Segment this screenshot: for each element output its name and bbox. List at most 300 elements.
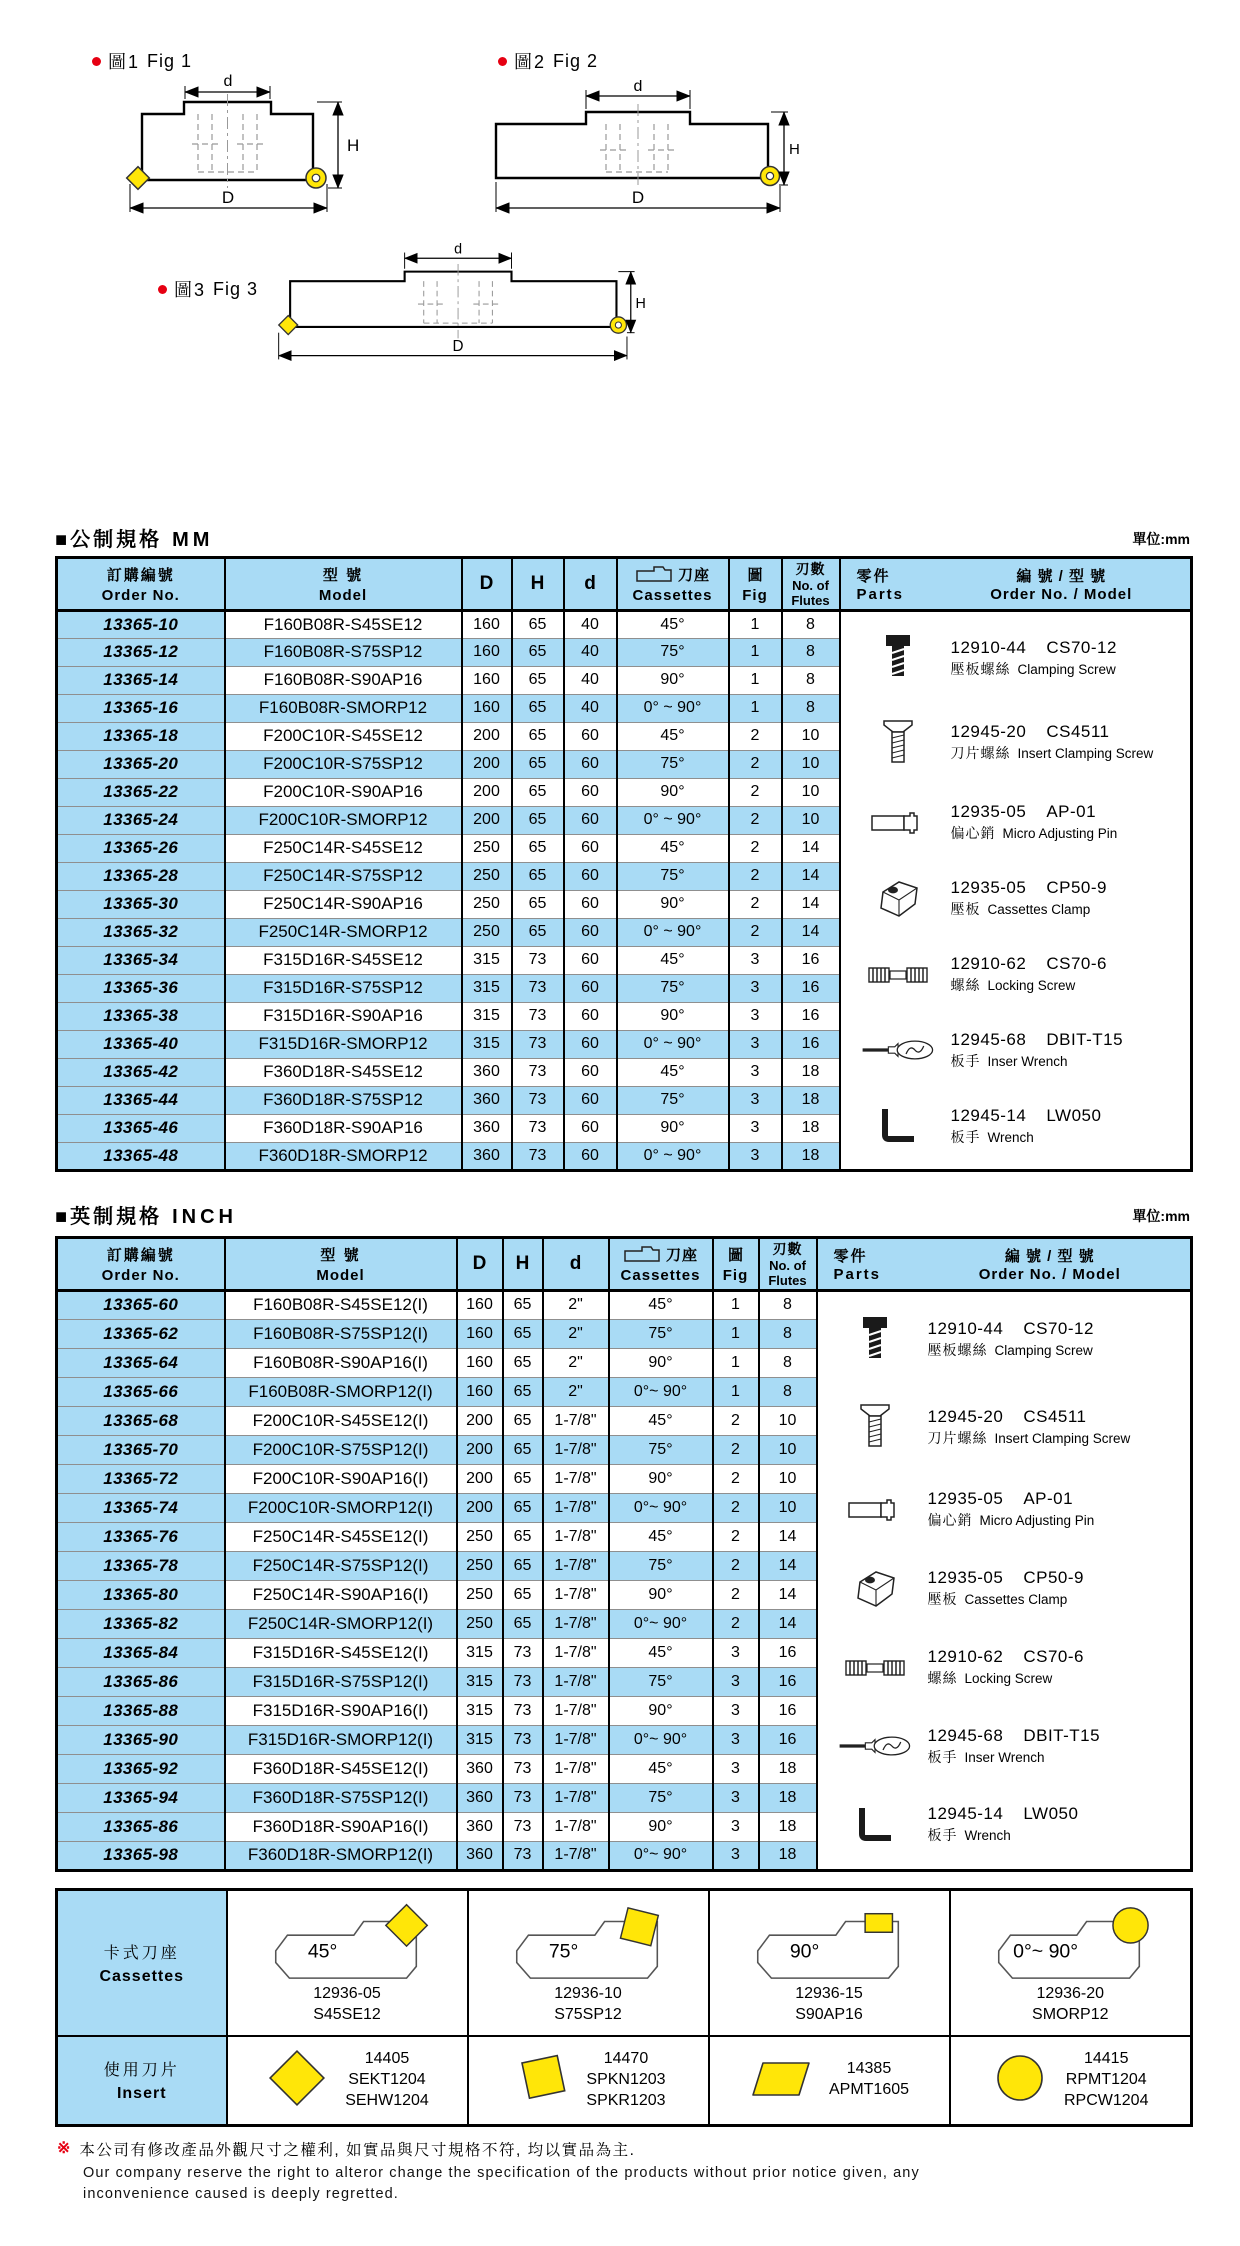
cassette-angle-cell: 45°	[617, 610, 729, 638]
model-cell: F160B08R-SMORP12(I)	[225, 1377, 457, 1406]
part-name: 刀片螺絲 Insert Clamping Screw	[927, 1429, 1131, 1446]
flutes-cell: 16	[759, 1638, 817, 1667]
order-no-cell: 13365-88	[57, 1696, 225, 1725]
order-no-cell: 13365-68	[57, 1406, 225, 1435]
order-no-cell: 13365-82	[57, 1609, 225, 1638]
part-item	[838, 1568, 1187, 1610]
fig-no-cell: 3	[729, 946, 782, 974]
l-wrench-icon	[861, 1106, 935, 1146]
dim-H-cell: 65	[512, 722, 564, 750]
part-item	[861, 1030, 1187, 1071]
dim-H-cell: 65	[512, 890, 564, 918]
order-no-cell: 13365-10	[57, 610, 225, 638]
model-cell: F200C10R-S90AP16	[225, 778, 462, 806]
model-cell: F315D16R-S45SE12	[225, 946, 462, 974]
flutes-cell: 14	[782, 890, 840, 918]
footnote-en-line2: inconvenience caused is deeply regretted.	[83, 2186, 399, 2202]
order-no-cell: 13365-26	[57, 834, 225, 862]
insert-cell-rpmt	[950, 2036, 1192, 2126]
cassette-angle-cell: 90°	[617, 666, 729, 694]
flutes-cell: 8	[782, 610, 840, 638]
cassette-angle-cell: 45°	[617, 946, 729, 974]
order-no-cell: 13365-90	[57, 1725, 225, 1754]
dim-D-cell: 315	[462, 974, 512, 1002]
cassette-angle-cell: 0° ~ 90°	[617, 918, 729, 946]
part-name: 偏心銷 Micro Adjusting Pin	[927, 1512, 1095, 1529]
cassette-angle-cell: 75°	[617, 974, 729, 1002]
dim-H-cell: 65	[512, 806, 564, 834]
fig-no-cell: 1	[729, 694, 782, 722]
model-cell: F360D18R-S90AP16(I)	[225, 1812, 457, 1841]
cassette-angle-cell: 75°	[609, 1319, 713, 1348]
insert-code: SEKT1204	[348, 2070, 426, 2088]
fig2-insert-right	[761, 167, 780, 186]
parts-cell	[817, 1290, 1192, 1870]
dim-d-cell: 1-7/8"	[543, 1667, 609, 1696]
dim-D-cell: 200	[462, 778, 512, 806]
adjusting-pin-icon	[838, 1496, 912, 1524]
cassette-angle-cell: 45°	[609, 1406, 713, 1435]
cassette-angle-cell: 0°~ 90°	[609, 1609, 713, 1638]
dim-H-cell: 73	[503, 1638, 543, 1667]
order-no-cell: 13365-92	[57, 1754, 225, 1783]
tilted-square-insert-shape	[510, 2049, 570, 2112]
order-no-cell: 13365-80	[57, 1580, 225, 1609]
part-name: 壓板螺絲 Clamping Screw	[950, 660, 1116, 677]
model-cell: F200C10R-S45SE12(I)	[225, 1406, 457, 1435]
dim-D-cell: 250	[462, 918, 512, 946]
fig3-label-en: Fig 3	[213, 278, 259, 299]
dim-D-cell: 250	[457, 1551, 503, 1580]
fig3-label	[158, 276, 258, 302]
dim-H-cell: 73	[512, 1114, 564, 1142]
cassettes-header-en: Cassettes	[99, 1967, 185, 1985]
cassette-model: S45SE12	[313, 2005, 381, 2023]
insert-cell-spkn	[468, 2036, 709, 2126]
part-order-model: 12945-68 DBIT-T15	[927, 1725, 1101, 1745]
flutes-cell: 8	[782, 694, 840, 722]
dim-D-cell: 360	[457, 1783, 503, 1812]
dim-H-cell: 65	[512, 750, 564, 778]
insert-code: 14385	[846, 2060, 892, 2078]
order-no-cell: 13365-24	[57, 806, 225, 834]
dim-H-cell: 65	[503, 1319, 543, 1348]
part-name: 螺絲 Locking Screw	[950, 977, 1076, 994]
model-cell: F200C10R-S75SP12(I)	[225, 1435, 457, 1464]
dim-H-cell: 65	[503, 1464, 543, 1493]
flutes-cell: 18	[759, 1783, 817, 1812]
order-no-cell: 13365-62	[57, 1319, 225, 1348]
model-cell: F160B08R-S90AP16(I)	[225, 1348, 457, 1377]
part-name: 板手 Inser Wrench	[927, 1748, 1045, 1765]
flutes-cell: 16	[782, 974, 840, 1002]
insert-wrench-icon	[861, 1035, 935, 1065]
flutes-cell: 8	[759, 1377, 817, 1406]
cassette-figure	[951, 1902, 1191, 1984]
parts-col-header: 零件 編 號 / 型 號 Parts Order No. / Model	[817, 1238, 1192, 1291]
dim-D-cell: 250	[457, 1609, 503, 1638]
fig-no-cell: 3	[729, 1002, 782, 1030]
cassette-order-no: 12936-10	[554, 1984, 622, 2002]
part-order-model: 12935-05 CP50-9	[950, 878, 1107, 898]
dim-H-cell: 65	[503, 1522, 543, 1551]
dim-D-cell: 360	[457, 1841, 503, 1870]
cassette-angle-cell: 90°	[609, 1696, 713, 1725]
part-name: 壓板螺絲 Clamping Screw	[927, 1342, 1093, 1359]
spec-row	[57, 1290, 1192, 1319]
fig-no-cell: 2	[713, 1609, 759, 1638]
parallelogram-insert-shape	[749, 2053, 813, 2108]
dim-D-cell: 360	[462, 1058, 512, 1086]
cassette-order-no: 12936-20	[1036, 1984, 1105, 2002]
dim-d-cell: 1-7/8"	[543, 1493, 609, 1522]
flutes-cell: 14	[782, 918, 840, 946]
dim-d-cell: 60	[564, 778, 617, 806]
model-cell: F250C14R-S75SP12(I)	[225, 1551, 457, 1580]
flutes-cell: 16	[759, 1667, 817, 1696]
flutes-cell: 16	[782, 1002, 840, 1030]
fig-no-cell: 3	[729, 1086, 782, 1114]
fig3-dim-d-label: d	[454, 243, 463, 258]
dim-d-cell: 1-7/8"	[543, 1551, 609, 1580]
insert-code: 14415	[1083, 2050, 1129, 2068]
order-no-cell: 13365-14	[57, 666, 225, 694]
order-no-cell: 13365-42	[57, 1058, 225, 1086]
dim-H-cell: 65	[503, 1435, 543, 1464]
order-no-cell: 13365-34	[57, 946, 225, 974]
dim-d-cell: 2"	[543, 1377, 609, 1406]
order-no-cell: 13365-72	[57, 1464, 225, 1493]
fig-no-cell: 3	[713, 1754, 759, 1783]
dim-d-cell: 60	[564, 1058, 617, 1086]
dim-D-cell: 250	[462, 834, 512, 862]
part-name: 偏心銷 Micro Adjusting Pin	[950, 825, 1118, 842]
dim-d-cell: 40	[564, 666, 617, 694]
flutes-cell: 18	[782, 1086, 840, 1114]
part-order-model: 12910-44 CS70-12	[927, 1319, 1094, 1339]
fig1-dim-H-label: H	[347, 136, 360, 155]
fig3-label-zh: 圖3	[174, 280, 207, 300]
dim-H-cell: 73	[512, 974, 564, 1002]
cassette-figure	[228, 1902, 467, 1984]
flutes-cell: 16	[782, 1030, 840, 1058]
locking-screw-icon	[861, 963, 935, 987]
fig-no-cell: 3	[729, 1058, 782, 1086]
metric-title-en: MM	[172, 529, 214, 551]
part-order-model: 12935-05 AP-01	[950, 802, 1097, 822]
dim-d-cell: 40	[564, 610, 617, 638]
parts-list	[841, 612, 1191, 1168]
fig1-dim-D-label: D	[221, 188, 235, 207]
order-no-cell: 13365-78	[57, 1551, 225, 1580]
fig2-dim-H-label: H	[789, 141, 800, 158]
dim-d-cell: 60	[564, 1114, 617, 1142]
model-cell: F360D18R-S75SP12(I)	[225, 1783, 457, 1812]
dim-d-cell: 60	[564, 722, 617, 750]
dim-H-cell: 65	[503, 1406, 543, 1435]
dim-d-cell: 1-7/8"	[543, 1609, 609, 1638]
inch-spec-table	[55, 1236, 1193, 1872]
flutes-cell: 10	[782, 778, 840, 806]
cassette-angle-cell: 90°	[609, 1464, 713, 1493]
parts-cell	[840, 610, 1192, 1170]
insert-code: SPKN1203	[586, 2070, 666, 2088]
dim-d-cell: 1-7/8"	[543, 1696, 609, 1725]
flutes-col-header: 刃數 No. of Flutes	[782, 558, 840, 611]
order-no-cell: 13365-12	[57, 638, 225, 666]
cassette-angle-cell: 75°	[617, 862, 729, 890]
insert-code: RPMT1204	[1065, 2070, 1147, 2088]
dim-D-cell: 200	[457, 1435, 503, 1464]
svg-text:0°~ 90°: 0°~ 90°	[1013, 1940, 1079, 1963]
insert-code: 14470	[603, 2050, 649, 2068]
footnote	[57, 2138, 1207, 2202]
dim-D-cell: 315	[457, 1725, 503, 1754]
order-col-header: 訂購編號 Order No.	[57, 1238, 225, 1291]
dim-H-col-header: H	[503, 1238, 543, 1291]
flutes-cell: 14	[759, 1522, 817, 1551]
inch-rows	[57, 1290, 1192, 1870]
clamping-screw-icon	[861, 633, 935, 683]
spec-row	[57, 610, 1192, 638]
order-no-cell: 13365-60	[57, 1290, 225, 1319]
cassette-cell-45	[227, 1890, 468, 2036]
dim-D-cell: 160	[462, 610, 512, 638]
fig-no-cell: 1	[713, 1319, 759, 1348]
part-name: 刀片螺絲 Insert Clamping Screw	[950, 745, 1154, 762]
dim-d-cell: 2"	[543, 1290, 609, 1319]
flutes-cell: 16	[759, 1696, 817, 1725]
flutes-cell: 10	[759, 1406, 817, 1435]
order-no-cell: 13365-36	[57, 974, 225, 1002]
flutes-cell: 10	[759, 1493, 817, 1522]
fig-no-cell: 3	[713, 1667, 759, 1696]
dim-H-cell: 73	[503, 1783, 543, 1812]
cassette-cell-0-90	[950, 1890, 1192, 2036]
dim-D-cell: 360	[462, 1086, 512, 1114]
flutes-cell: 14	[782, 862, 840, 890]
part-order-model: 12935-05 CP50-9	[927, 1568, 1084, 1588]
fig2-label-en: Fig 2	[553, 50, 599, 71]
cassettes-clamp-icon	[861, 878, 935, 920]
part-item	[838, 1804, 1187, 1845]
unit-label-inch: 單位:mm	[1132, 1208, 1190, 1224]
cassette-angle-cell: 90°	[609, 1812, 713, 1841]
dim-D-cell: 250	[462, 862, 512, 890]
flutes-cell: 10	[759, 1464, 817, 1493]
dim-D-col-header: D	[457, 1238, 503, 1291]
model-cell: F160B08R-S90AP16	[225, 666, 462, 694]
fig1-drawing	[80, 72, 380, 252]
part-name: 壓板 Cassettes Clamp	[950, 901, 1091, 918]
fig-no-cell: 2	[729, 806, 782, 834]
fig-no-cell: 3	[729, 1142, 782, 1170]
fig3-dim-H-label: H	[635, 295, 646, 312]
order-no-cell: 13365-70	[57, 1435, 225, 1464]
dim-D-cell: 160	[457, 1319, 503, 1348]
dim-H-cell: 73	[503, 1696, 543, 1725]
fig-no-cell: 3	[713, 1696, 759, 1725]
svg-text:45°: 45°	[307, 1940, 338, 1963]
fig3-insert-right	[610, 317, 626, 333]
order-no-cell: 13365-66	[57, 1377, 225, 1406]
insert-row-header	[57, 2036, 227, 2126]
dim-D-cell: 250	[457, 1580, 503, 1609]
dim-D-cell: 160	[457, 1348, 503, 1377]
dim-D-cell: 315	[462, 1030, 512, 1058]
model-cell: F315D16R-S75SP12	[225, 974, 462, 1002]
fig-no-cell: 3	[713, 1841, 759, 1870]
order-no-cell: 13365-22	[57, 778, 225, 806]
dim-d-cell: 60	[564, 1086, 617, 1114]
part-item	[861, 954, 1187, 995]
fig1-label-en: Fig 1	[147, 50, 193, 71]
parts-list	[818, 1292, 1191, 1868]
part-order-model: 12910-62 CS70-6	[927, 1647, 1084, 1667]
fig-no-cell: 3	[729, 1114, 782, 1142]
model-cell: F360D18R-S90AP16	[225, 1114, 462, 1142]
part-item	[861, 718, 1187, 768]
dim-d-cell: 1-7/8"	[543, 1435, 609, 1464]
dim-D-cell: 315	[457, 1667, 503, 1696]
dim-d-cell: 1-7/8"	[543, 1725, 609, 1754]
insert-header-en: Insert	[116, 2085, 167, 2103]
model-cell: F315D16R-SMORP12(I)	[225, 1725, 457, 1754]
footnote-marker: ※	[57, 2140, 71, 2157]
model-cell: F250C14R-S45SE12	[225, 834, 462, 862]
insert-header-zh: 使用刀片	[103, 2062, 180, 2080]
fig-no-cell: 3	[713, 1812, 759, 1841]
cassettes-header-zh: 卡式刀座	[103, 1944, 180, 1962]
dim-H-col-header: H	[512, 558, 564, 611]
dim-H-cell: 65	[512, 862, 564, 890]
model-cell: F250C14R-SMORP12(I)	[225, 1609, 457, 1638]
dim-H-cell: 65	[503, 1493, 543, 1522]
insert-cell-apmt	[709, 2036, 950, 2126]
part-item	[838, 1726, 1187, 1767]
flutes-col-header: 刃數 No. of Flutes	[759, 1238, 817, 1291]
order-no-cell: 13365-30	[57, 890, 225, 918]
dim-d-cell: 2"	[543, 1348, 609, 1377]
fig-no-cell: 2	[729, 834, 782, 862]
dim-H-cell: 73	[503, 1725, 543, 1754]
flutes-cell: 14	[782, 834, 840, 862]
dim-d-cell: 40	[564, 694, 617, 722]
cassette-angle-cell: 75°	[609, 1551, 713, 1580]
dim-D-cell: 160	[457, 1290, 503, 1319]
dim-H-cell: 65	[512, 666, 564, 694]
order-no-cell: 13365-74	[57, 1493, 225, 1522]
flutes-cell: 8	[782, 638, 840, 666]
model-cell: F200C10R-SMORP12	[225, 806, 462, 834]
dim-D-cell: 360	[462, 1142, 512, 1170]
insert-code: APMT1605	[828, 2081, 910, 2099]
dim-d-cell: 60	[564, 750, 617, 778]
dim-H-cell: 65	[503, 1609, 543, 1638]
dim-H-cell: 73	[512, 1142, 564, 1170]
cassette-angle-cell: 45°	[609, 1638, 713, 1667]
dim-D-cell: 315	[457, 1638, 503, 1667]
model-cell: F200C10R-S90AP16(I)	[225, 1464, 457, 1493]
cassette-angle-cell: 45°	[617, 1058, 729, 1086]
dim-d-cell: 1-7/8"	[543, 1522, 609, 1551]
dim-D-cell: 250	[457, 1522, 503, 1551]
inch-title-en: INCH	[172, 1206, 237, 1228]
dim-D-cell: 160	[462, 694, 512, 722]
clamping-screw-icon	[838, 1315, 912, 1365]
part-item	[861, 633, 1187, 683]
fig3-dim-D-label: D	[452, 337, 464, 355]
dim-d-cell: 1-7/8"	[543, 1841, 609, 1870]
cassette-angle-cell: 90°	[617, 1114, 729, 1142]
model-cell: F200C10R-S75SP12	[225, 750, 462, 778]
model-col-header: 型 號 Model	[225, 558, 462, 611]
fig2-label	[498, 48, 598, 74]
cassette-angle-cell: 0° ~ 90°	[617, 806, 729, 834]
model-cell: F200C10R-SMORP12(I)	[225, 1493, 457, 1522]
part-item	[838, 1489, 1187, 1530]
flutes-cell: 10	[782, 806, 840, 834]
part-order-model: 12935-05 AP-01	[927, 1489, 1074, 1509]
dim-H-cell: 73	[503, 1841, 543, 1870]
fig2-label-zh: 圖2	[514, 52, 547, 72]
part-order-model: 12945-20 CS4511	[927, 1406, 1087, 1426]
part-item	[838, 1647, 1187, 1688]
dim-H-cell: 73	[512, 1086, 564, 1114]
flutes-cell: 10	[782, 750, 840, 778]
cassettes-row	[57, 1890, 1192, 2036]
fig-no-cell: 3	[713, 1725, 759, 1754]
order-col-header: 訂購編號 Order No.	[57, 558, 225, 611]
red-bullet-icon	[158, 285, 167, 294]
part-item	[838, 1315, 1187, 1365]
adjusting-pin-icon	[861, 809, 935, 837]
fig-no-cell: 2	[713, 1493, 759, 1522]
cassette-angle-cell: 75°	[609, 1435, 713, 1464]
part-item	[861, 1106, 1187, 1147]
fig-no-cell: 2	[713, 1580, 759, 1609]
part-name: 螺絲 Locking Screw	[927, 1670, 1053, 1687]
dim-d-cell: 60	[564, 862, 617, 890]
flutes-cell: 14	[759, 1580, 817, 1609]
cassette-cell-90	[709, 1890, 950, 2036]
dim-d-cell: 60	[564, 1030, 617, 1058]
dim-H-cell: 65	[512, 778, 564, 806]
cassette-figure	[469, 1902, 708, 1984]
dim-H-cell: 65	[512, 918, 564, 946]
dim-d-cell: 2"	[543, 1319, 609, 1348]
dim-D-cell: 200	[462, 722, 512, 750]
part-name: 板手 Wrench	[927, 1827, 1011, 1844]
insert-code: RPCW1204	[1064, 2091, 1149, 2109]
fig-no-cell: 1	[713, 1377, 759, 1406]
dim-d-cell: 60	[564, 1002, 617, 1030]
model-cell: F360D18R-S45SE12	[225, 1058, 462, 1086]
dim-H-cell: 73	[512, 1002, 564, 1030]
dim-d-cell: 1-7/8"	[543, 1754, 609, 1783]
dim-D-cell: 250	[462, 890, 512, 918]
cassette-angle-cell: 45°	[609, 1290, 713, 1319]
fig-no-cell: 3	[729, 1030, 782, 1058]
cassette-angle-cell: 75°	[609, 1667, 713, 1696]
part-order-model: 12910-44 CS70-12	[950, 637, 1117, 657]
metric-rows	[57, 610, 1192, 1170]
part-name: 板手 Inser Wrench	[950, 1052, 1068, 1069]
dim-d-cell: 60	[564, 918, 617, 946]
cassette-angle-cell: 0°~ 90°	[609, 1725, 713, 1754]
fig3-drawing	[262, 243, 657, 368]
cassette-angle-cell: 0° ~ 90°	[617, 1030, 729, 1058]
